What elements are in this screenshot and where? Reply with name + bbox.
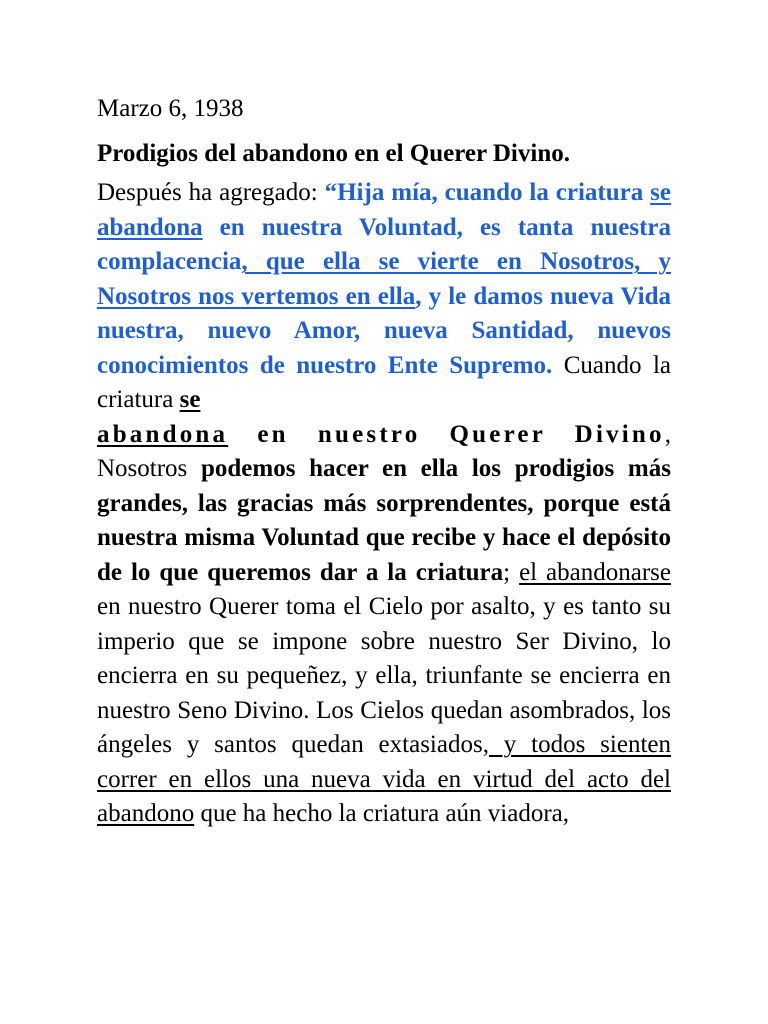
intro-text: Después ha agregado: <box>97 179 325 206</box>
quote-text: en nuestra Voluntad, es tanta nuestra complacencia <box>97 213 671 275</box>
quote-text: “Hija mía, cuando la criatura <box>324 179 651 206</box>
body-text: que ha hecho la criatura aún viadora, <box>194 800 570 827</box>
section-title: Prodigios del abandono en el Querer Divino. <box>97 140 570 167</box>
quote-underlined-text: se abandona <box>97 179 671 241</box>
underlined-text: el abandonarse <box>519 558 671 586</box>
body-text: Cuando la criatura <box>97 351 671 413</box>
underlined-text: y todos sienten correr en ellos una nueva vida en virtud del acto del abandono <box>97 731 671 827</box>
spaced-bold-text: en nuestro Querer Divino <box>228 420 665 448</box>
quote-underlined-text: , que ella se vierte en Nosotros, y Nosotros nos vertemos en ella <box>97 248 671 310</box>
spaced-underlined-text: abandona <box>97 420 229 448</box>
date-line: Marzo 6, 1938 <box>97 95 244 122</box>
document-page <box>97 92 671 832</box>
emphasis-underlined-text: se <box>179 386 201 413</box>
body-text: ; <box>503 558 520 586</box>
body-text: en nuestro Querer toma el Cielo por asalto, y es tanto su imperio que se impone sobre nuestro Ser Divino, lo encierra en su pequeñez, y ella, triunfante se encierra en nuestro Seno Divino. Los Cielos quedan asombrados, los ángeles y santos quedan extasiados, <box>97 593 671 758</box>
bold-text: podemos hacer en ella los prodigios más grandes, las gracias más sorprendentes, porque está nuestra misma Voluntad que recibe y hace el depósito de lo que queremos dar a la criatura <box>97 455 671 586</box>
body-text: , Nosotros <box>97 420 671 482</box>
body-paragraph <box>97 176 671 832</box>
quote-text: , y le damos nueva Vida nuestra, nuevo Amor, nueva Santidad, nuevos conocimientos de nuestro Ente Supremo. <box>97 282 671 379</box>
